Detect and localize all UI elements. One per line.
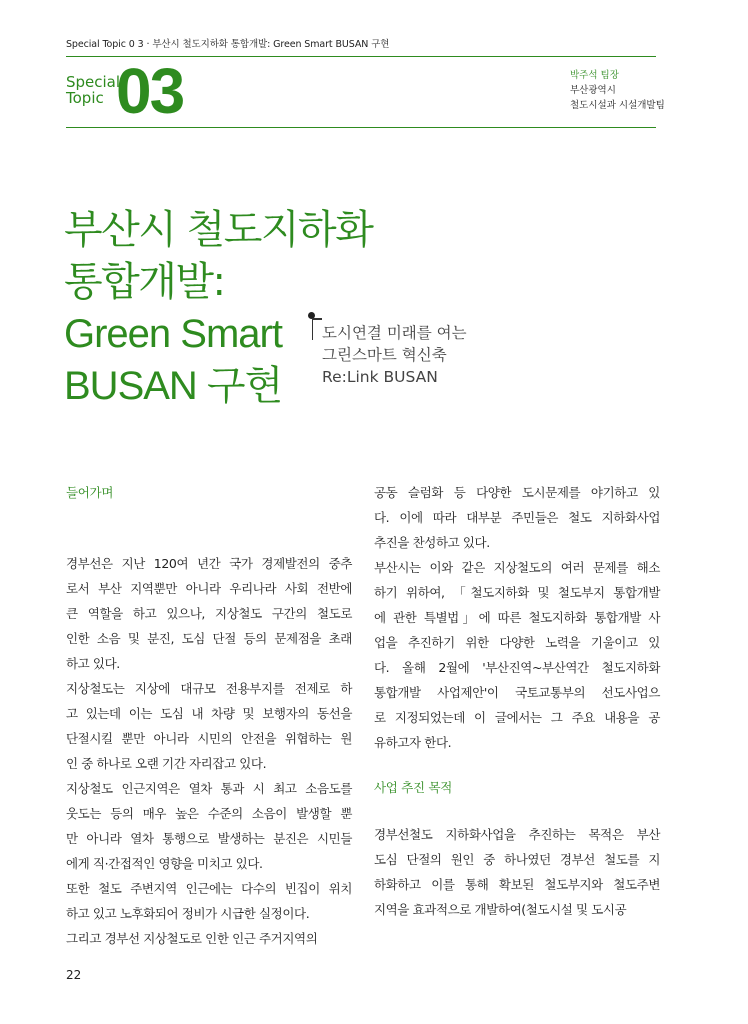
body-line: 유하고자 한다. <box>374 735 452 750</box>
body-line: 만 아니라 열차 통행으로 발생하는 분진은 시민들 <box>66 831 352 846</box>
body-line: 경부선철도 지하화사업을 추진하는 목적은 부산 <box>374 827 660 842</box>
body-line: 그리고 경부선 지상철도로 인한 인근 주거지역의 <box>66 931 318 946</box>
special-topic-label <box>66 74 120 106</box>
topic-number: 03 <box>116 55 184 127</box>
body-line: 경부선은 지난 120여 년간 국가 경제발전의 중추 <box>66 556 352 571</box>
body-line: 지상철도 인근지역은 열차 통과 시 최고 소음도를 <box>66 781 352 796</box>
left-column <box>66 480 352 951</box>
subtitle-line-3: Re:Link BUSAN <box>322 368 438 386</box>
body-line: 업을 추진하기 위한 다양한 노력을 기울이고 있 <box>374 635 660 650</box>
body-line: 지상철도는 지상에 대규모 전용부지를 전제로 하 <box>66 681 352 696</box>
author-name: 박주석 팀장 <box>570 70 619 81</box>
body-line: 하기 위하여, 「철도지하화 및 철도부지 통합개발 <box>374 585 660 600</box>
body-line: 에 관한 특별법」에 따른 철도지하화 통합개발 사 <box>374 610 660 625</box>
author-dept: 철도시설과 시설개발팀 <box>570 100 665 111</box>
left-column-body <box>66 551 352 951</box>
body-line: 지역을 효과적으로 개발하여(철도시설 및 도시공 <box>374 902 627 917</box>
right-column <box>374 480 660 922</box>
body-line: 로 지정되었는데 이 글에서는 그 주요 내용을 공 <box>374 710 660 725</box>
body-line: 도심 단절의 원인 중 하나였던 경부선 철도를 지 <box>374 852 660 867</box>
section-heading-intro: 들어가며 <box>66 485 114 500</box>
body-line: 큰 역할을 하고 있으나, 지상철도 구간의 철도로 <box>66 606 352 621</box>
body-line: 고 있는데 이는 도심 내 차량 및 보행자의 동선을 <box>66 706 352 721</box>
body-line: 하고 있고 노후화되어 정비가 시급한 실정이다. <box>66 906 310 921</box>
body-line: 추진을 찬성하고 있다. <box>374 535 490 550</box>
body-line: 또한 철도 주변지역 인근에는 다수의 빈집이 위치 <box>66 881 352 896</box>
subtitle-bracket <box>312 318 320 340</box>
header-rule-bottom <box>66 127 656 128</box>
body-line: 에게 직·간접적인 영향을 미치고 있다. <box>66 856 263 871</box>
author-block <box>570 68 665 113</box>
body-line: 다. 이에 따라 대부분 주민들은 철도 지하화사업 <box>374 510 660 525</box>
body-line: 웃도는 등의 매우 높은 수준의 소음이 발생할 뿐 <box>66 806 352 821</box>
body-line: 통합개발 사업제안'이 국토교통부의 선도사업으 <box>374 685 660 700</box>
body-line: 인한 소음 및 분진, 도심 단절 등의 문제점을 초래 <box>66 631 352 646</box>
subtitle <box>322 322 467 388</box>
subtitle-line-1: 도시연결 미래를 여는 <box>322 324 467 342</box>
title-line-4: BUSAN 구현 <box>64 364 283 408</box>
body-line: 단절시킬 뿐만 아니라 시민의 안전을 위협하는 원 <box>66 731 352 746</box>
title-line-2: 통합개발: <box>64 259 225 305</box>
special-label-line2: Topic <box>66 89 104 107</box>
right-column-body-a <box>374 480 660 755</box>
title-line-3: Green Smart <box>64 312 282 356</box>
right-column-body-b <box>374 822 660 922</box>
title-line-1: 부산시 철도지하화 <box>64 207 373 253</box>
section-heading-purpose: 사업 추진 목적 <box>374 780 452 795</box>
running-head: Special Topic 0 3 · 부산시 철도지하화 통합개발: Green Smart BUSAN 구현 <box>66 39 390 50</box>
body-line: 부산시는 이와 같은 지상철도의 여러 문제를 해소 <box>374 560 660 575</box>
body-line: 공동 슬럼화 등 다양한 도시문제를 야기하고 있 <box>374 485 660 500</box>
body-line: 로서 부산 지역뿐만 아니라 우리나라 사회 전반에 <box>66 581 352 596</box>
page-number: 22 <box>66 968 82 982</box>
special-label-line1: Special <box>66 73 121 91</box>
body-line: 하고 있다. <box>66 656 120 671</box>
body-line: 다. 올해 2월에 '부산진역~부산역간 철도지하화 <box>374 660 660 675</box>
subtitle-line-2: 그린스마트 혁신축 <box>322 346 447 364</box>
body-line: 하화하고 이를 통해 확보된 철도부지와 철도주변 <box>374 877 660 892</box>
author-org: 부산광역시 <box>570 85 616 96</box>
body-line: 인 중 하나로 오랜 기간 자리잡고 있다. <box>66 756 267 771</box>
